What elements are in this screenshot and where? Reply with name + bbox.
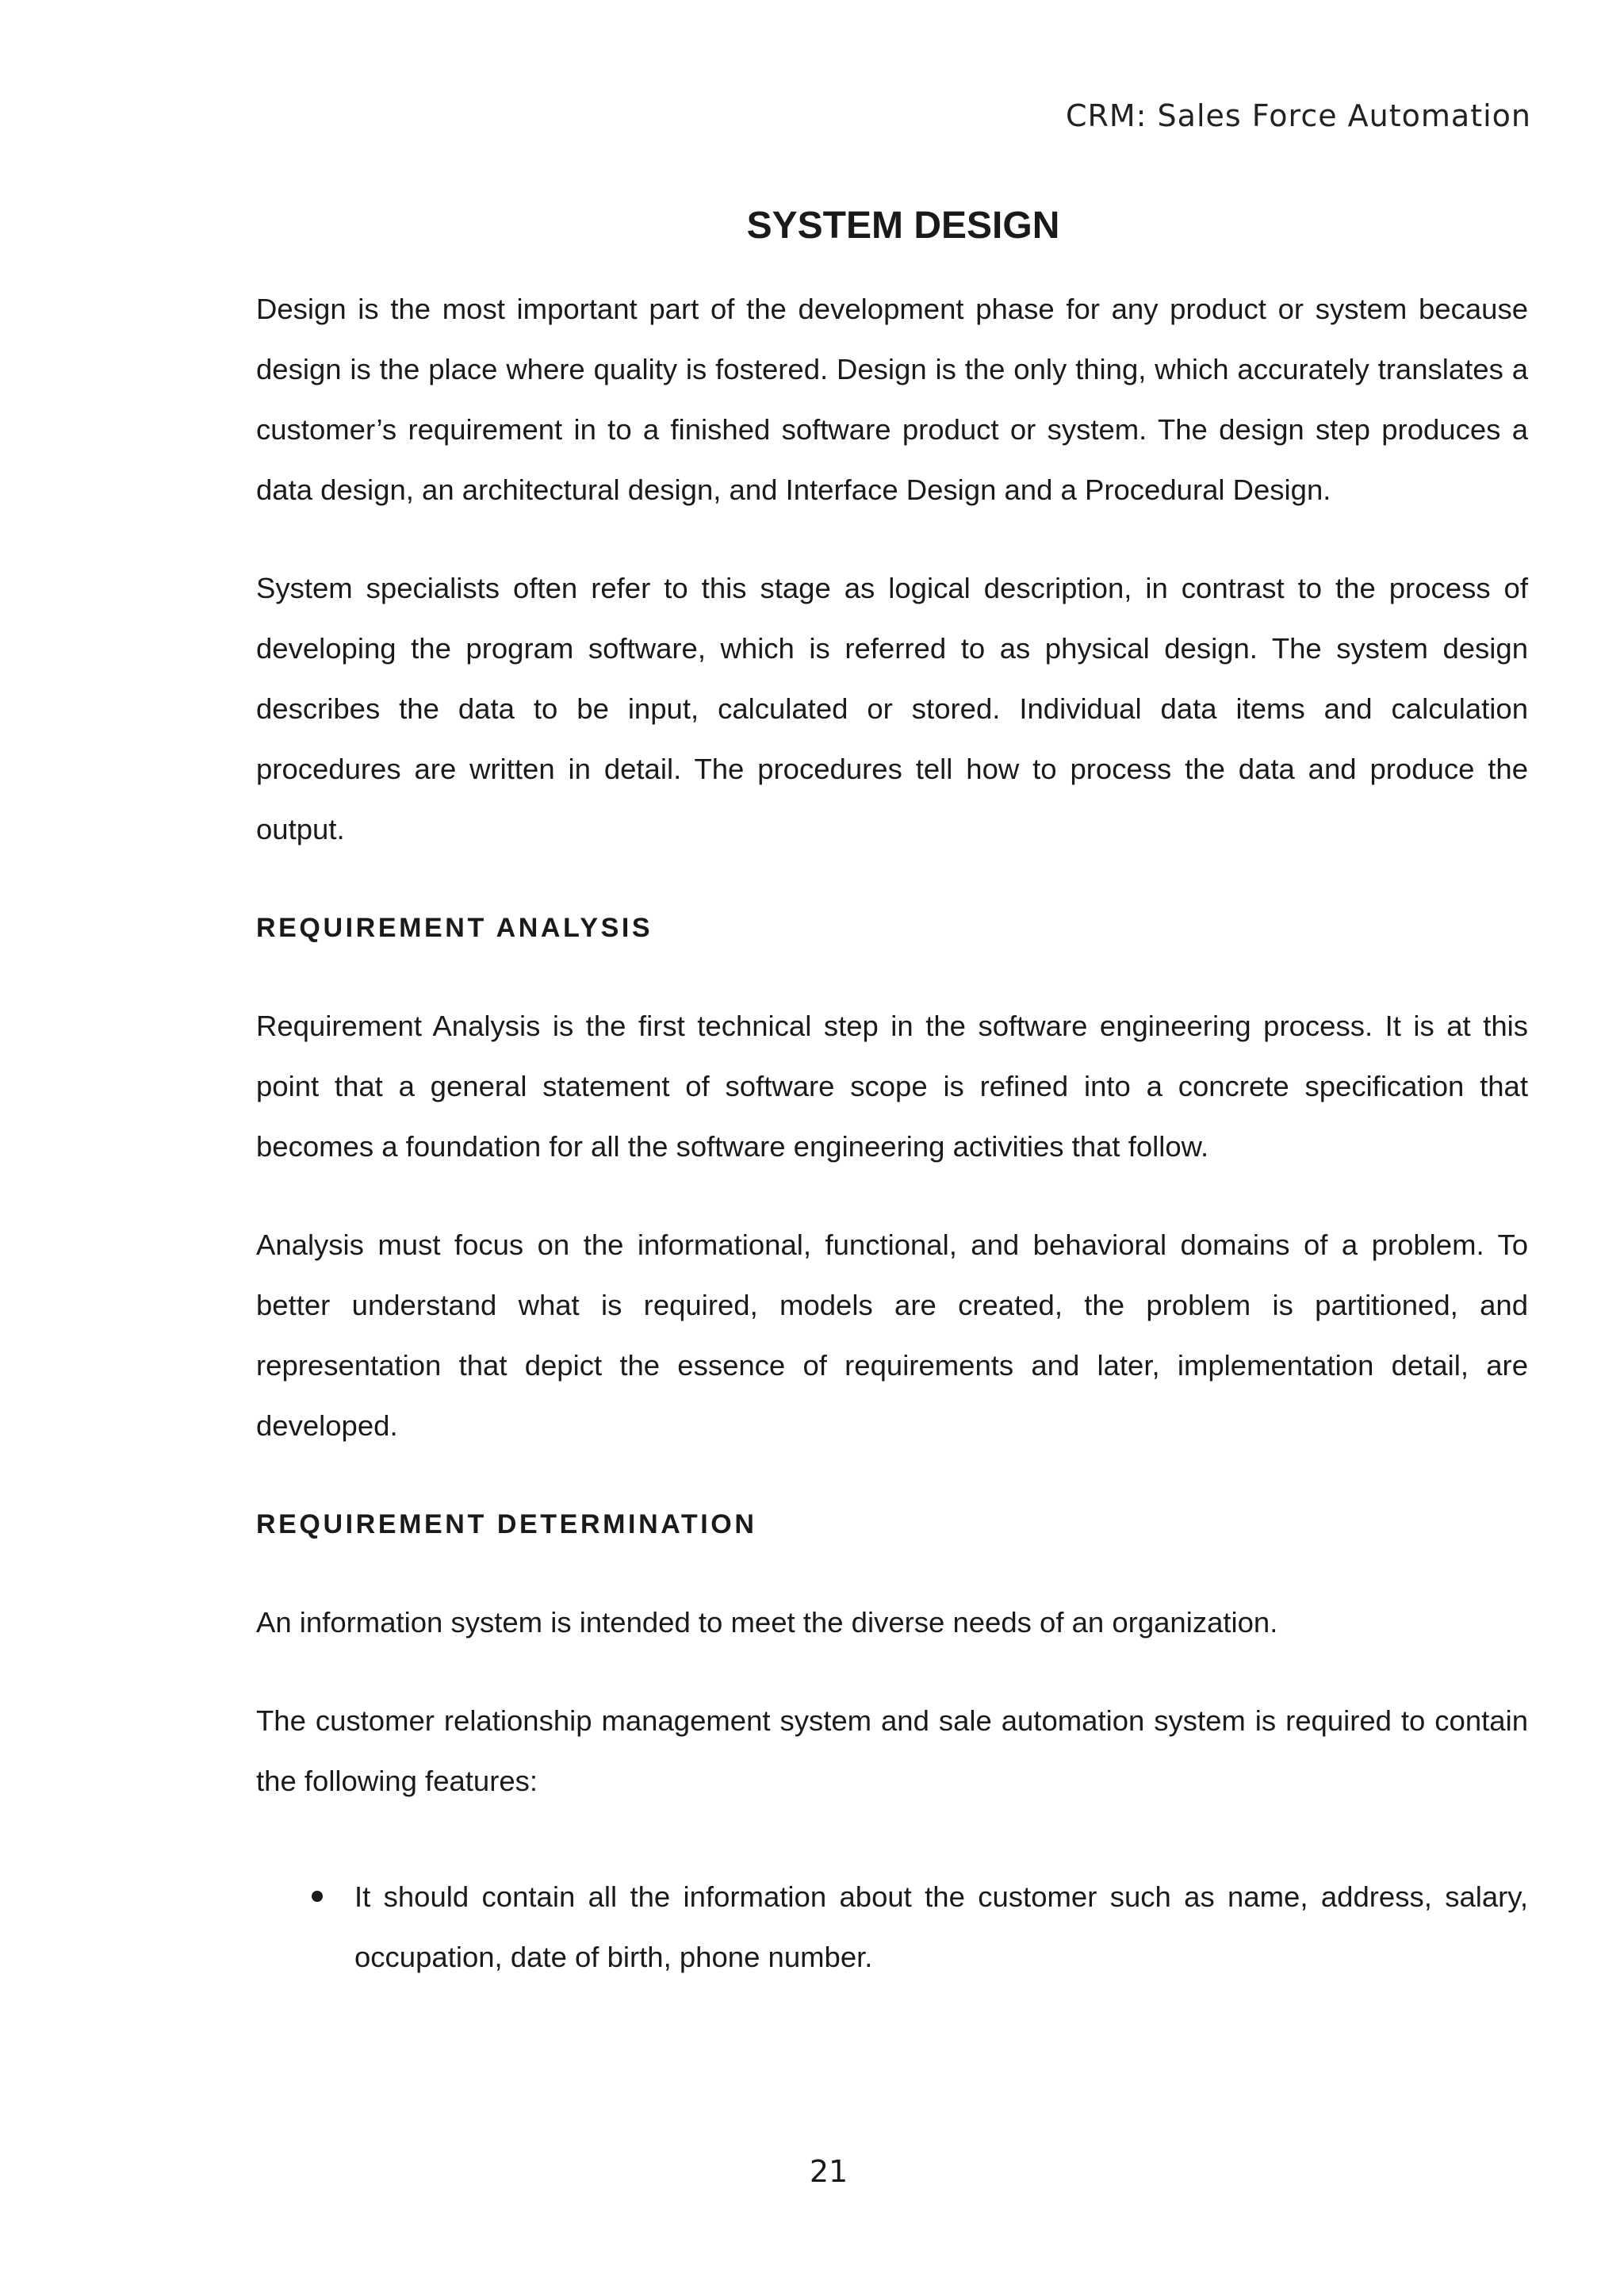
section-heading-requirement-analysis: REQUIREMENT ANALYSIS [256,913,653,943]
running-header: CRM: Sales Force Automation [1065,98,1531,133]
feature-list [256,1867,1528,1987]
requirement-analysis-paragraph: Requirement Analysis is the first technical step in the software engineering process. It is at this point that a general statement of software scope is refined into a concrete specification that becomes a foundation for all the software engineering activities that follow. [256,1010,1528,1163]
page-content [256,197,1528,1987]
requirement-analysis-paragraph: Analysis must focus on the informational, functional, and behavioral domains of a problem. To better understand what is required, models are created, the problem is partitioned, and representation that depict the essence of requirements and later, implementation detail, are developed. [256,1228,1528,1442]
feature-list-item [354,1867,1528,1987]
section-heading-requirement-determination: REQUIREMENT DETERMINATION [256,1509,757,1539]
intro-paragraph: Design is the most important part of the development phase for any product or system because design is the place where quality is fostered. Design is the only thing, which accurately translates a customer’s requirement in to a finished software product or system. The design step produces a data design, an architectural design, and Interface Design and a Procedural Design. [256,293,1528,506]
intro-paragraph: System specialists often refer to this stage as logical description, in contrast to the process of developing the program software, which is referred to as physical design. The system design describes the data to be input, calculated or stored. Individual data items and calculation procedures are written in detail. The procedures tell how to process the data and produce the output. [256,572,1528,845]
page-title: SYSTEM DESIGN [746,205,1060,247]
requirement-determination-paragraph: The customer relationship management system and sale automation system is required to contain the following features: [256,1704,1528,1797]
feature-text: It should contain all the information about the customer such as name, address, salary, occupation, date of birth, phone number. [354,1880,1528,1973]
page-number: 21 [809,2154,848,2189]
bullet-icon [312,1891,323,1902]
requirement-determination-paragraph: An information system is intended to meet the diverse needs of an organization. [256,1606,1278,1639]
